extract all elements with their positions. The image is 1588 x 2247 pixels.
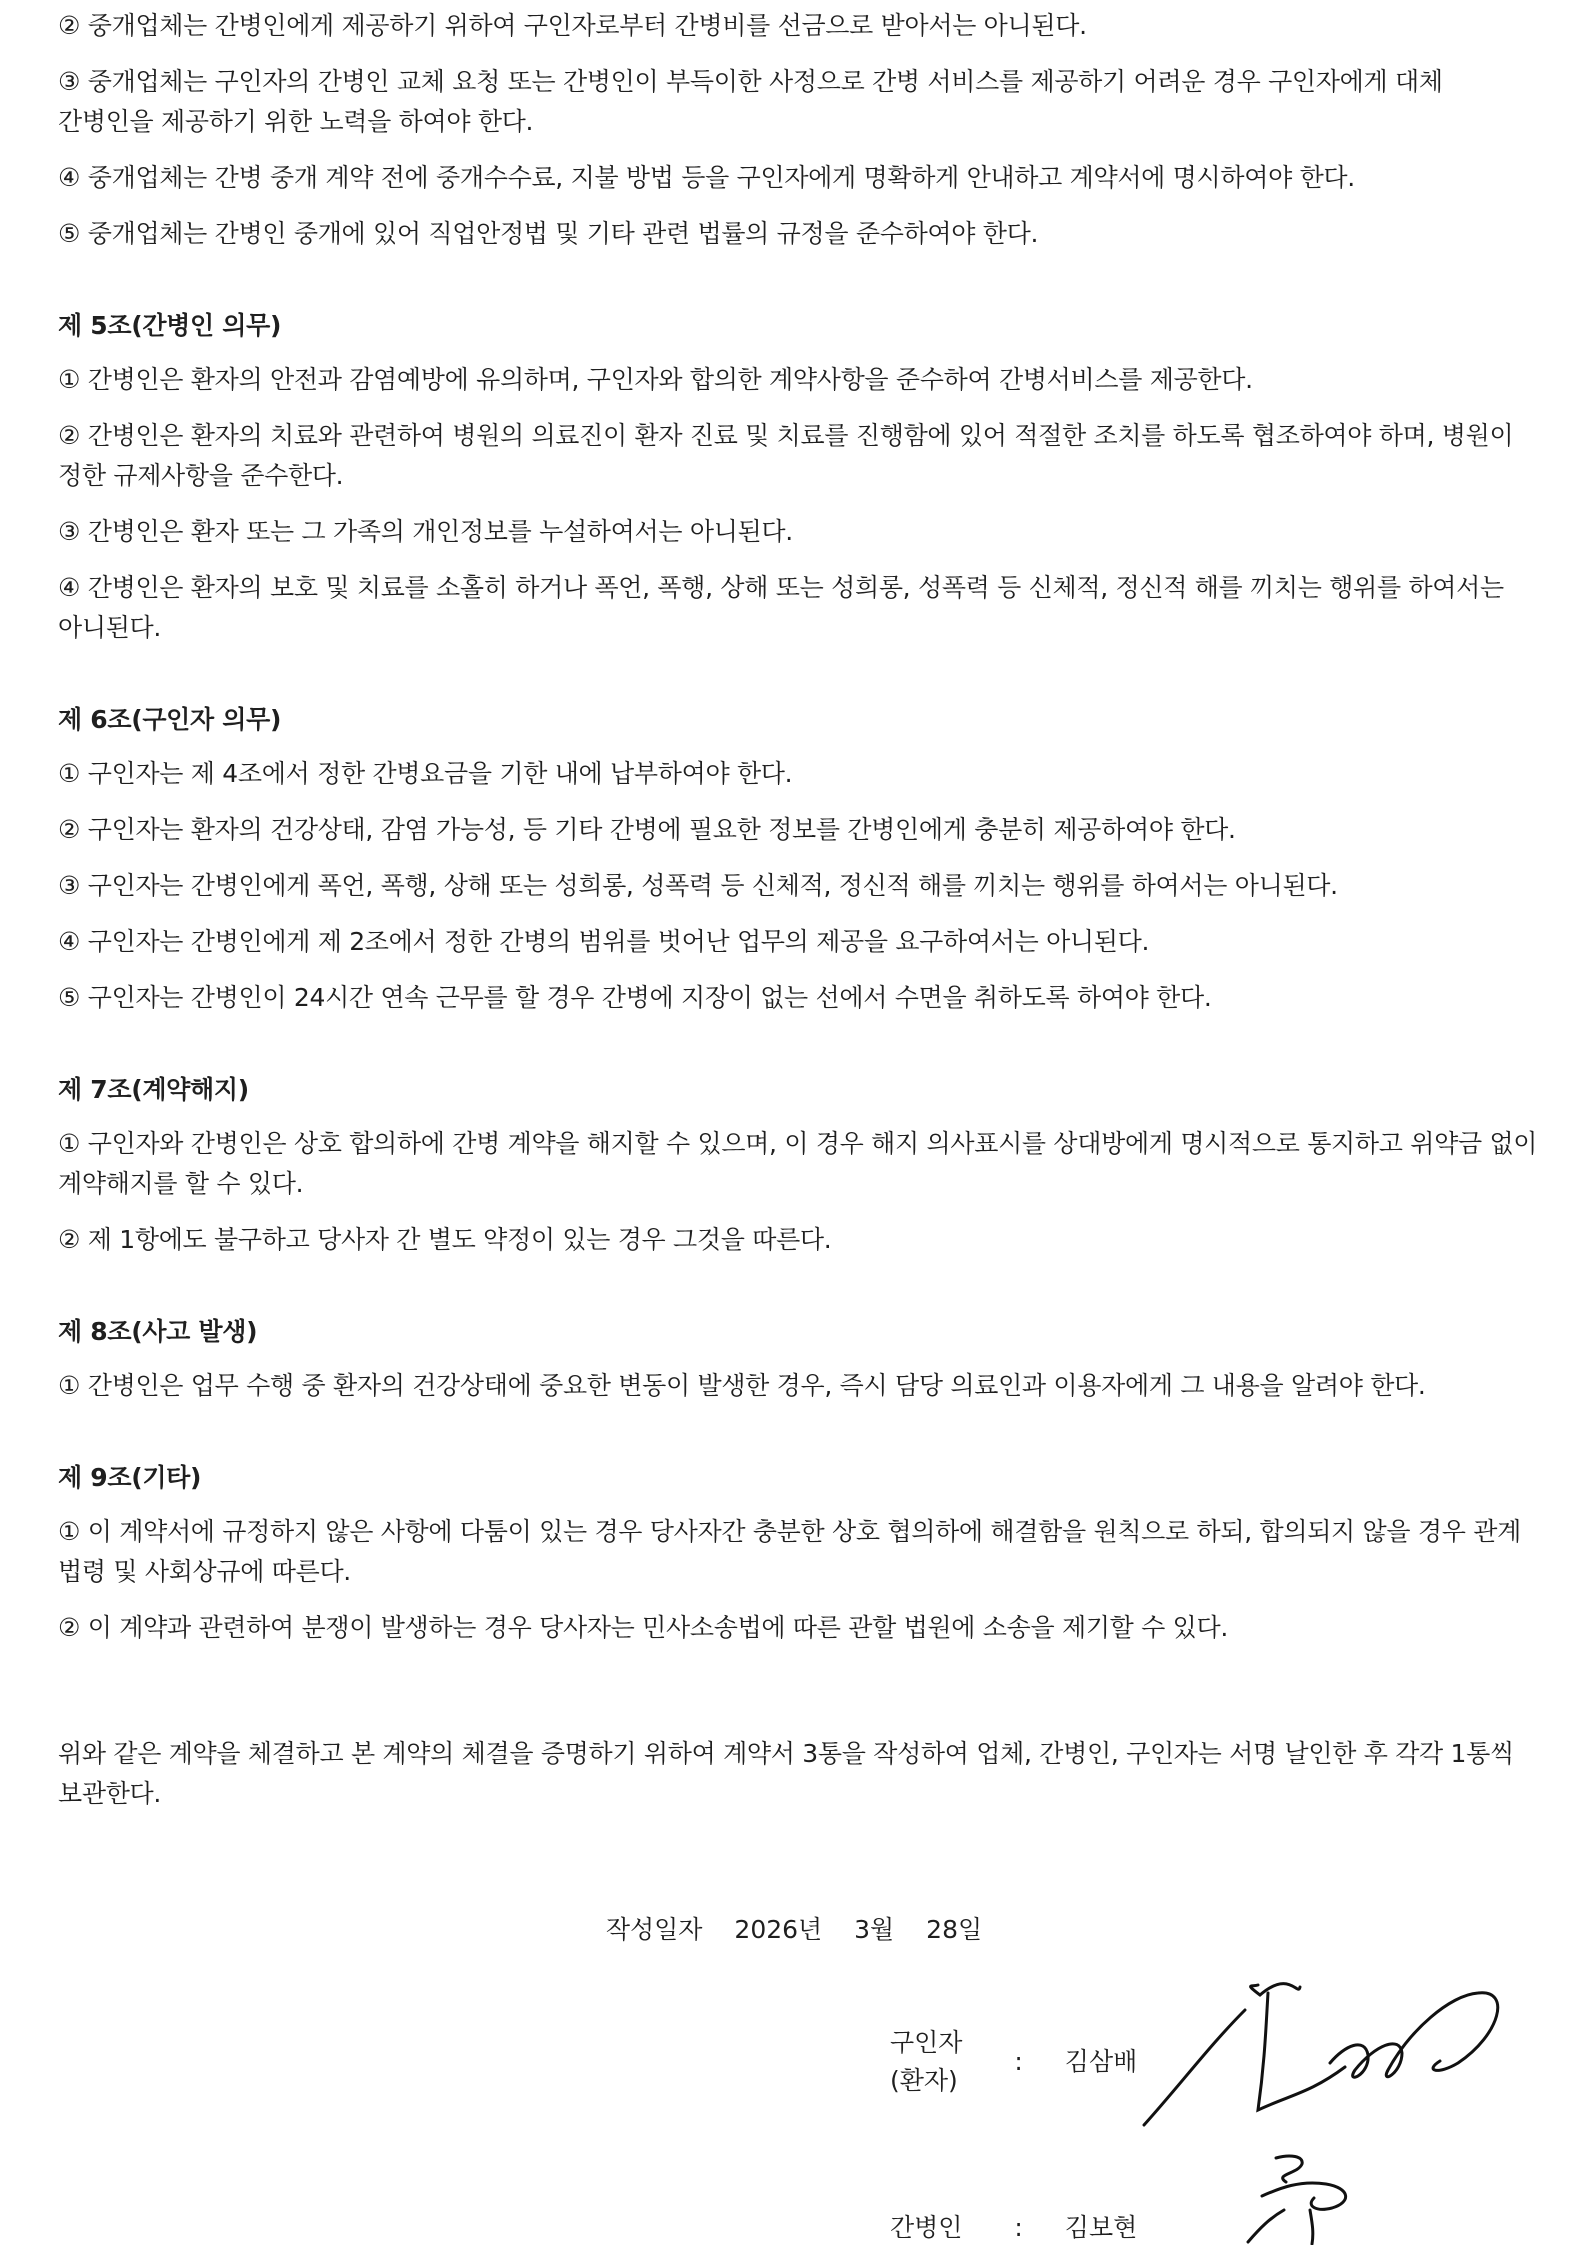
client-colon: : (1014, 2047, 1023, 2076)
date-day: 28일 (926, 1915, 983, 1944)
client-signature (1140, 1975, 1510, 2135)
article5-item-2: ② 간병인은 환자의 치료와 관련하여 병원의 의료진이 환자 진료 및 치료를 진행함에 있어 적절한 조치를 하도록 협조하여야 하며, 병원이 정한 규제사항을 준수한다. (58, 421, 1514, 490)
article9-title: 제 9조(기타) (58, 1463, 202, 1492)
caregiver-signature (1240, 2150, 1380, 2245)
article9-item-1: ① 이 계약서에 규정하지 않은 사항에 다툼이 있는 경우 당사자간 충분한 상호 협의하에 해결함을 원칙으로 하되, 합의되지 않을 경우 관계 법령 및 사회상규에 따른다. (58, 1517, 1521, 1586)
date-month: 3월 (854, 1915, 895, 1944)
signing-date (0, 1910, 1588, 1950)
article4-item-5: ⑤ 중개업체는 간병인 중개에 있어 직업안정법 및 기타 관련 법률의 규정을 준수하여야 한다. (58, 219, 1039, 248)
article4-item-4: ④ 중개업체는 간병 중개 계약 전에 중개수수료, 지불 방법 등을 구인자에게 명확하게 안내하고 계약서에 명시하여야 한다. (58, 163, 1355, 192)
date-year: 2026년 (734, 1915, 823, 1944)
date-label: 작성일자 (605, 1915, 703, 1944)
caregiver-role: 간병인 (890, 2213, 963, 2242)
article6-item-5: ⑤ 구인자는 간병인이 24시간 연속 근무를 할 경우 간병에 지장이 없는 선에서 수면을 취하도록 하여야 한다. (58, 983, 1212, 1012)
article6-item-4: ④ 구인자는 간병인에게 제 2조에서 정한 간병의 범위를 벗어난 업무의 제공을 요구하여서는 아니된다. (58, 927, 1150, 956)
client-signature-line (890, 2024, 1137, 2100)
closing-statement: 위와 같은 계약을 체결하고 본 계약의 체결을 증명하기 위하여 계약서 3통을 작성하여 업체, 간병인, 구인자는 서명 날인한 후 각각 1통씩 보관한다. (58, 1739, 1514, 1808)
client-role-line2: (환자) (890, 2066, 958, 2095)
article5-item-1: ① 간병인은 환자의 안전과 감염예방에 유의하며, 구인자와 합의한 계약사항을 준수하여 간병서비스를 제공한다. (58, 365, 1253, 394)
caregiver-colon: : (1014, 2213, 1023, 2242)
article6-title: 제 6조(구인자 의무) (58, 705, 282, 734)
article6-item-1: ① 구인자는 제 4조에서 정한 간병요금을 기한 내에 납부하여야 한다. (58, 759, 793, 788)
caregiver-signature-line (890, 2208, 1137, 2247)
caregiver-name: 김보현 (1064, 2213, 1138, 2242)
article7-item-1: ① 구인자와 간병인은 상호 합의하에 간병 계약을 해지할 수 있으며, 이 경우 해지 의사표시를 상대방에게 명시적으로 통지하고 위약금 없이 계약해지를 할 수 있다. (58, 1129, 1538, 1198)
article5-item-3: ③ 간병인은 환자 또는 그 가족의 개인정보를 누설하여서는 아니된다. (58, 517, 793, 546)
article8-title: 제 8조(사고 발생) (58, 1317, 258, 1346)
article6-item-3: ③ 구인자는 간병인에게 폭언, 폭행, 상해 또는 성희롱, 성폭력 등 신체적, 정신적 해를 끼치는 행위를 하여서는 아니된다. (58, 871, 1338, 900)
article7-title: 제 7조(계약해지) (58, 1075, 249, 1104)
article6-item-2: ② 구인자는 환자의 건강상태, 감염 가능성, 등 기타 간병에 필요한 정보를 간병인에게 충분히 제공하여야 한다. (58, 815, 1236, 844)
article5-title: 제 5조(간병인 의무) (58, 311, 282, 340)
client-name: 김삼배 (1064, 2047, 1138, 2076)
article5-item-4: ④ 간병인은 환자의 보호 및 치료를 소홀히 하거나 폭언, 폭행, 상해 또는 성희롱, 성폭력 등 신체적, 정신적 해를 끼치는 행위를 하여서는 아니된다. (58, 573, 1504, 642)
article4-item-2: ② 중개업체는 간병인에게 제공하기 위하여 구인자로부터 간병비를 선금으로 받아서는 아니된다. (58, 11, 1087, 40)
article4-item-3: ③ 중개업체는 구인자의 간병인 교체 요청 또는 간병인이 부득이한 사정으로 간병 서비스를 제공하기 어려운 경우 구인자에게 대체 간병인을 제공하기 위한 노력을 하여야 한다. (58, 67, 1443, 136)
client-role-line1: 구인자 (890, 2028, 963, 2057)
client-role (890, 2024, 962, 2100)
article9-item-2: ② 이 계약과 관련하여 분쟁이 발생하는 경우 당사자는 민사소송법에 따른 관할 법원에 소송을 제기할 수 있다. (58, 1613, 1229, 1642)
article8-item-1: ① 간병인은 업무 수행 중 환자의 건강상태에 중요한 변동이 발생한 경우, 즉시 담당 의료인과 이용자에게 그 내용을 알려야 한다. (58, 1371, 1426, 1400)
contract-body (58, 6, 1538, 1814)
article7-item-2: ② 제 1항에도 불구하고 당사자 간 별도 약정이 있는 경우 그것을 따른다. (58, 1225, 832, 1254)
